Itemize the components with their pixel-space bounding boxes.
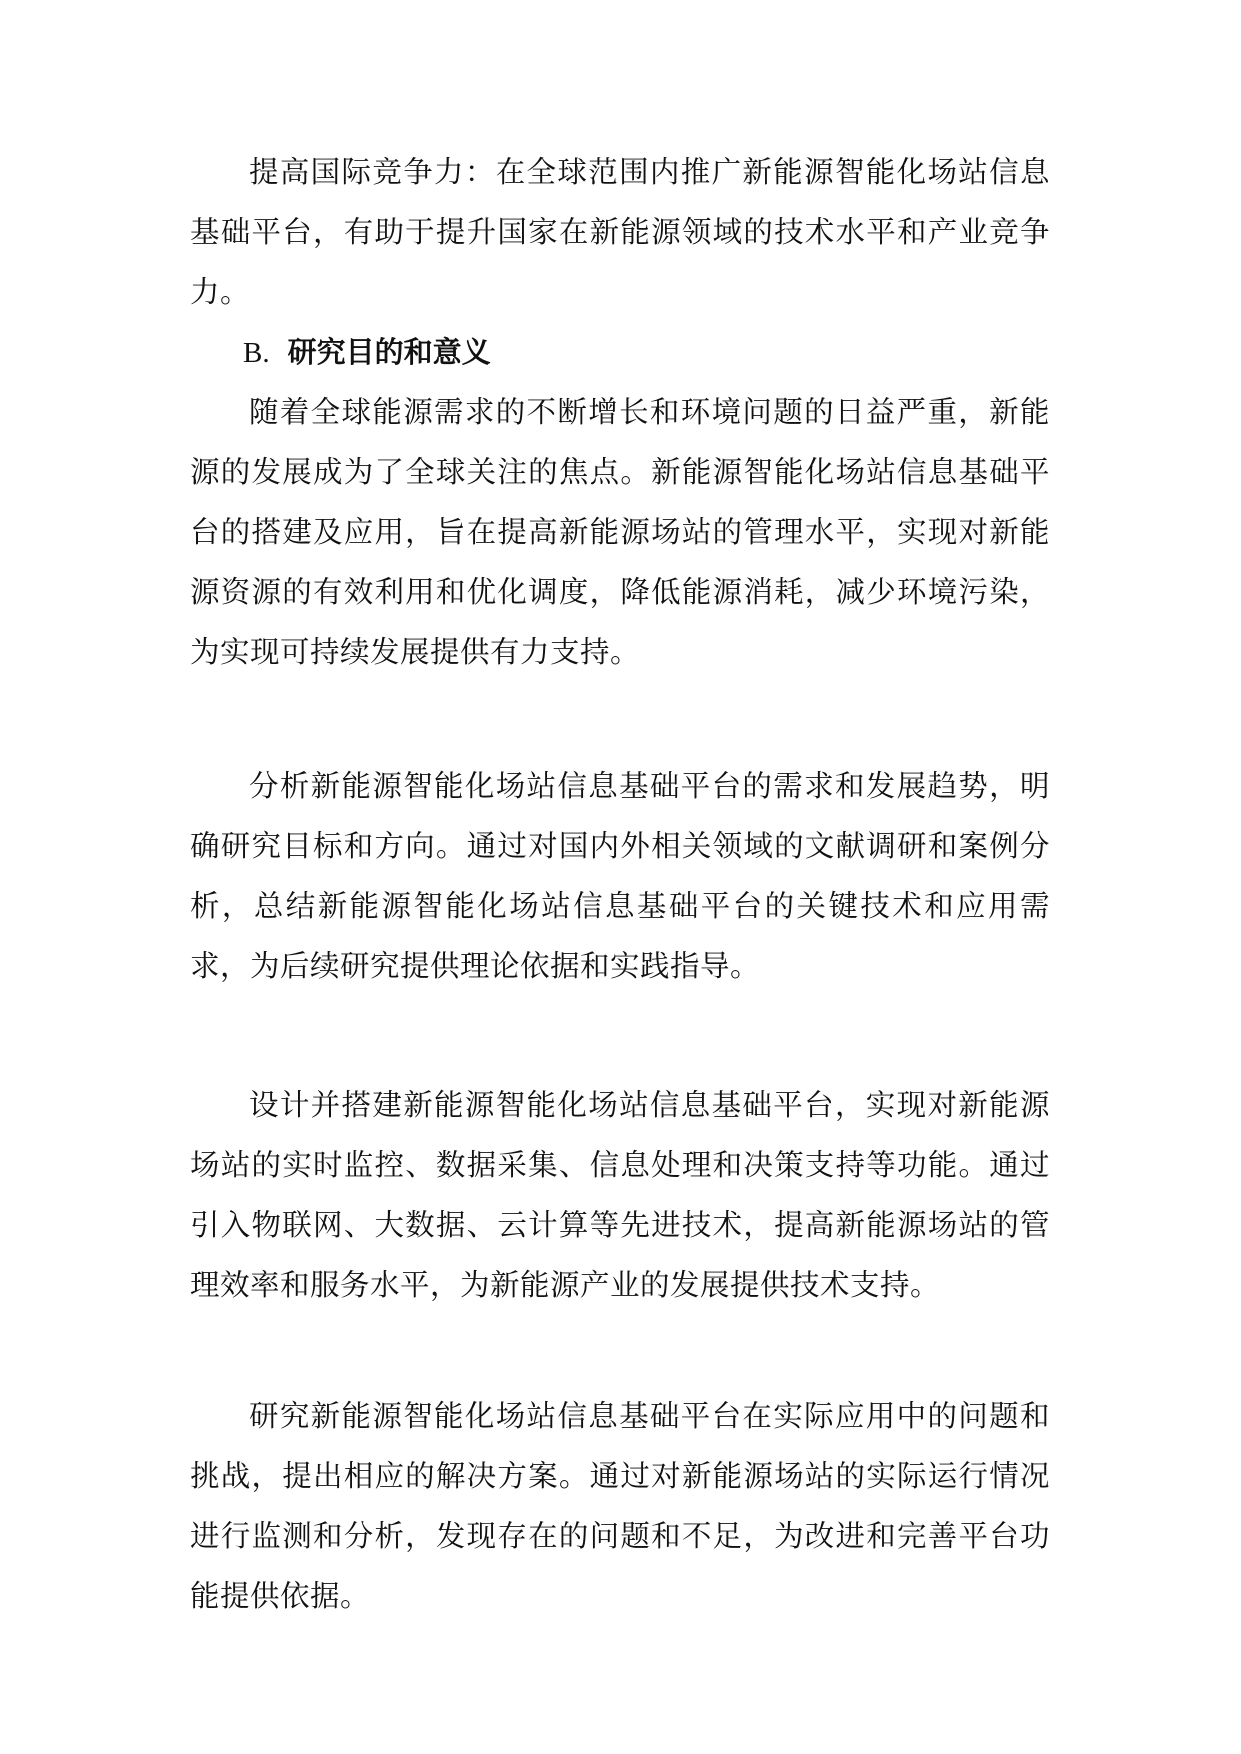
- section-heading: [243, 322, 491, 383]
- section-number: B.: [243, 337, 270, 369]
- paragraph-background: 随着全球能源需求的不断增长和环境问题的日益严重，新能源的发展成为了全球关注的焦点。新能源智能化场站信息基础平台的搭建及应用，旨在提高新能源场站的管理水平，实现对新能源资源的有效利用和优化调度，降低能源消耗，减少环境污染，为实现可持续发展提供有力支持。: [190, 395, 1050, 669]
- paragraph-international-competitiveness: 提高国际竞争力：在全球范围内推广新能源智能化场站信息基础平台，有助于提升国家在新能源领域的技术水平和产业竞争力。: [190, 155, 1050, 309]
- paragraph-design: 设计并搭建新能源智能化场站信息基础平台，实现对新能源场站的实时监控、数据采集、信息处理和决策支持等功能。通过引入物联网、大数据、云计算等先进技术，提高新能源场站的管理效率和服务水平，为新能源产业的发展提供技术支持。: [190, 1088, 1050, 1302]
- paragraph-problems: 研究新能源智能化场站信息基础平台在实际应用中的问题和挑战，提出相应的解决方案。通过对新能源场站的实际运行情况进行监测和分析，发现存在的问题和不足，为改进和完善平台功能提供依据。: [190, 1399, 1050, 1613]
- section-title: 研究目的和意义: [287, 335, 491, 369]
- paragraph-analysis: 分析新能源智能化场站信息基础平台的需求和发展趋势，明确研究目标和方向。通过对国内外相关领域的文献调研和案例分析，总结新能源智能化场站信息基础平台的关键技术和应用需求，为后续研究提供理论依据和实践指导。: [190, 769, 1050, 983]
